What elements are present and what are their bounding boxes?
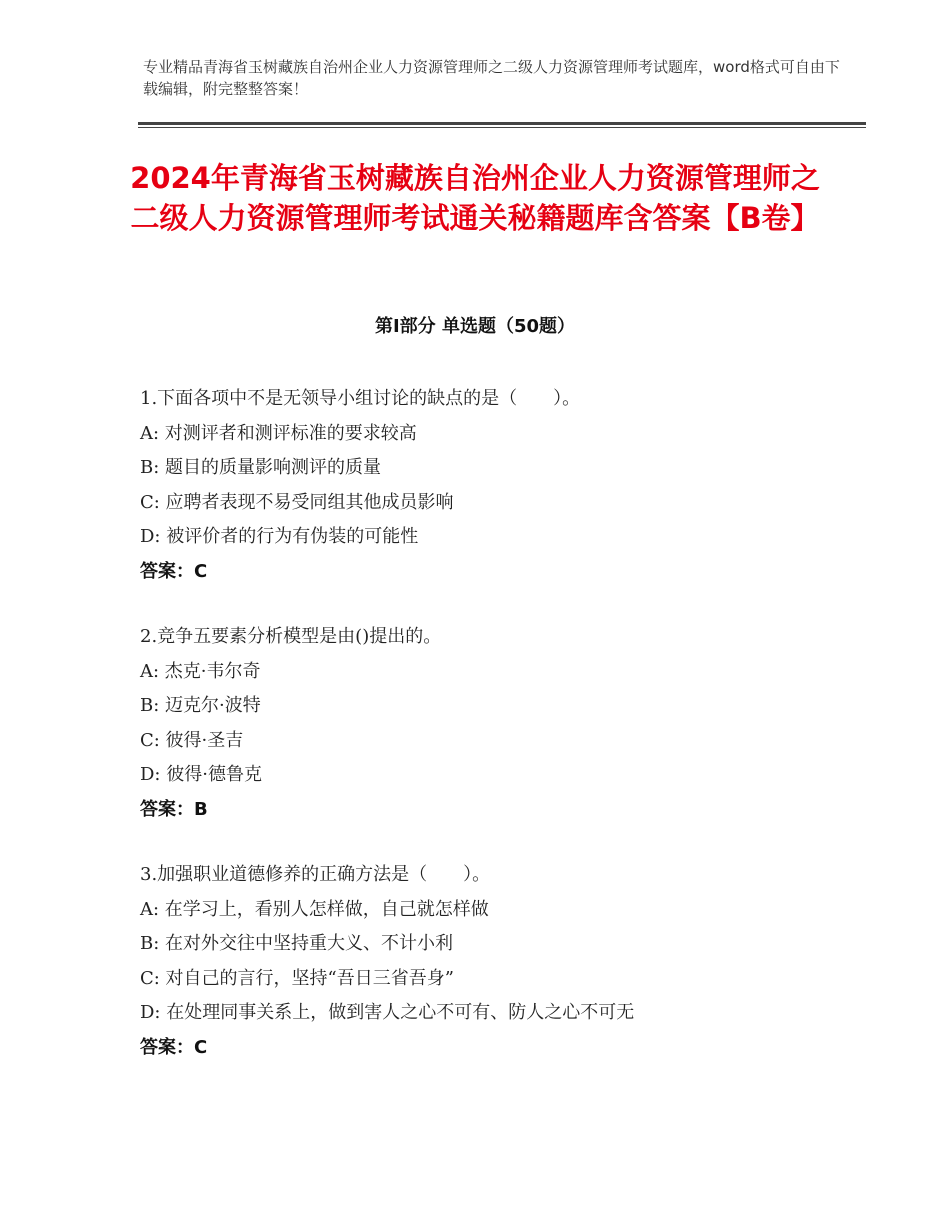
question-stem: 2.竞争五要素分析模型是由()提出的。 (140, 626, 442, 647)
answer-label: 答案：C (140, 560, 208, 582)
option-c: C: 应聘者表现不易受同组其他成员影响 (140, 491, 454, 513)
option-b: B: 题目的质量影响测评的质量 (140, 457, 382, 478)
answer-label: 答案：B (140, 798, 208, 820)
option-c: C: 彼得·圣吉 (140, 729, 244, 751)
header-note: 专业精品青海省玉树藏族自治州企业人力资源管理师之二级人力资源管理师考试题库，word格式可自由下载编辑，附完整整答案！ (143, 58, 840, 98)
option-d: D: 彼得·德鲁克 (140, 764, 262, 785)
question-stem: 3.加强职业道德修养的正确方法是（ ）。 (140, 864, 491, 885)
option-a: A: 对测评者和测评标准的要求较高 (140, 422, 417, 444)
answer-label: 答案：C (140, 1036, 208, 1058)
option-b: B: 迈克尔·波特 (140, 695, 261, 716)
option-d: D: 被评价者的行为有伪装的可能性 (140, 526, 419, 547)
header-divider-thin (138, 127, 866, 128)
question-list (140, 382, 860, 1096)
question-3 (140, 858, 860, 1065)
question-stem: 1.下面各项中不是无领导小组讨论的缺点的是（ ）。 (140, 388, 581, 409)
question-1 (140, 382, 860, 589)
question-2 (140, 620, 860, 827)
header-divider-thick (138, 122, 866, 125)
option-b: B: 在对外交往中坚持重大义、不计小利 (140, 933, 454, 954)
option-a: A: 在学习上，看别人怎样做，自己就怎样做 (140, 898, 489, 920)
option-d: D: 在处理同事关系上，做到害人之心不可有、防人之心不可无 (140, 1002, 635, 1023)
document-title: 2024年青海省玉树藏族自治州企业人力资源管理师之二级人力资源管理师考试通关秘籍题库含答案【B卷】 (130, 161, 820, 235)
option-c: C: 对自己的言行，坚持“吾日三省吾身” (140, 967, 454, 989)
section-title: 第Ⅰ部分 单选题（50题） (374, 316, 575, 337)
option-a: A: 杰克·韦尔奇 (140, 660, 261, 682)
